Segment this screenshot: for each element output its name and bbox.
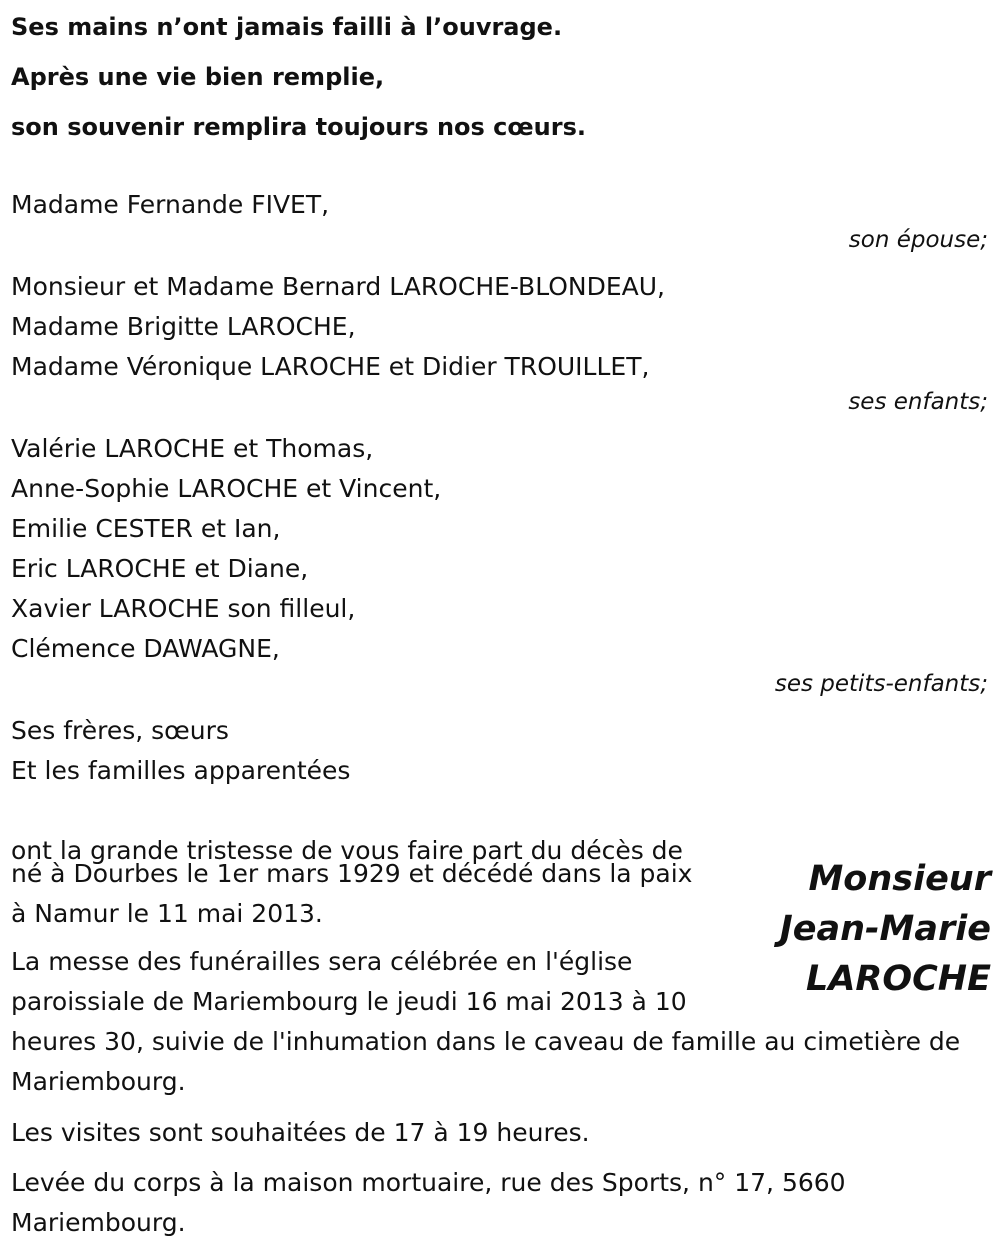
obituary-notice xyxy=(11,0,991,871)
child-name: Madame Brigitte LAROCHE, xyxy=(11,312,356,341)
grandchild-name: Xavier LAROCHE son filleul, xyxy=(11,594,356,623)
grandchildren-role: ses petits-enfants; xyxy=(774,671,988,697)
mass-line: paroissiale de Mariembourg le jeudi 16 mai 2013 à 10 xyxy=(11,987,687,1016)
epitaph-line: Après une vie bien remplie, xyxy=(11,63,385,91)
grandchild-name: Valérie LAROCHE et Thomas, xyxy=(11,434,374,463)
grandchild-name: Eric LAROCHE et Diane, xyxy=(11,554,309,583)
deceased-name-line: LAROCHE xyxy=(806,959,991,999)
funeral-mass-details xyxy=(11,942,986,1102)
body-departure-details: Levée du corps à la maison mortuaire, rue des Sports, n° 17, 5660 Mariembourg. xyxy=(11,1168,846,1237)
child-name: Monsieur et Madame Bernard LAROCHE-BLONDEAU, xyxy=(11,272,666,301)
birth-line: à Namur le 11 mai 2013. xyxy=(11,899,323,928)
birth-line: né à Dourbes le 1er mars 1929 et décédé dans la paix xyxy=(11,859,693,888)
epitaph-line: son souvenir remplira toujours nos cœurs. xyxy=(11,113,586,141)
mass-continuation: heures 30, suivie de l'inhumation dans le caveau de famille au cimetière de Mariembourg. xyxy=(11,1027,961,1096)
spouse-role: son épouse; xyxy=(848,227,988,253)
epitaph-line: Ses mains n’ont jamais failli à l’ouvrage. xyxy=(11,13,563,41)
epitaph xyxy=(11,0,991,152)
spouse-block xyxy=(11,185,991,255)
grandchildren-block xyxy=(11,429,991,699)
other-family-line: Et les familles apparentées xyxy=(11,756,351,785)
spouse-name: Madame Fernande FIVET, xyxy=(11,190,330,219)
mass-line: La messe des funérailles sera célébrée en l'église xyxy=(11,947,633,976)
children-block xyxy=(11,267,991,417)
visiting-hours: Les visites sont souhaitées de 17 à 19 heures. xyxy=(11,1118,590,1147)
deceased-name-line: Monsieur xyxy=(808,859,991,899)
child-name: Madame Véronique LAROCHE et Didier TROUILLET, xyxy=(11,352,650,381)
grandchild-name: Anne-Sophie LAROCHE et Vincent, xyxy=(11,474,442,503)
children-role: ses enfants; xyxy=(848,389,988,415)
other-family-block xyxy=(11,711,991,791)
other-family-line: Ses frères, sœurs xyxy=(11,716,229,745)
birth-death-details xyxy=(11,854,741,934)
announcement-text: ont la grande tristesse de vous faire part du décès de xyxy=(11,836,683,865)
grandchild-name: Emilie CESTER et Ian, xyxy=(11,514,281,543)
deceased-name-line: Jean-Marie xyxy=(779,909,991,949)
grandchild-name: Clémence DAWAGNE, xyxy=(11,634,280,663)
